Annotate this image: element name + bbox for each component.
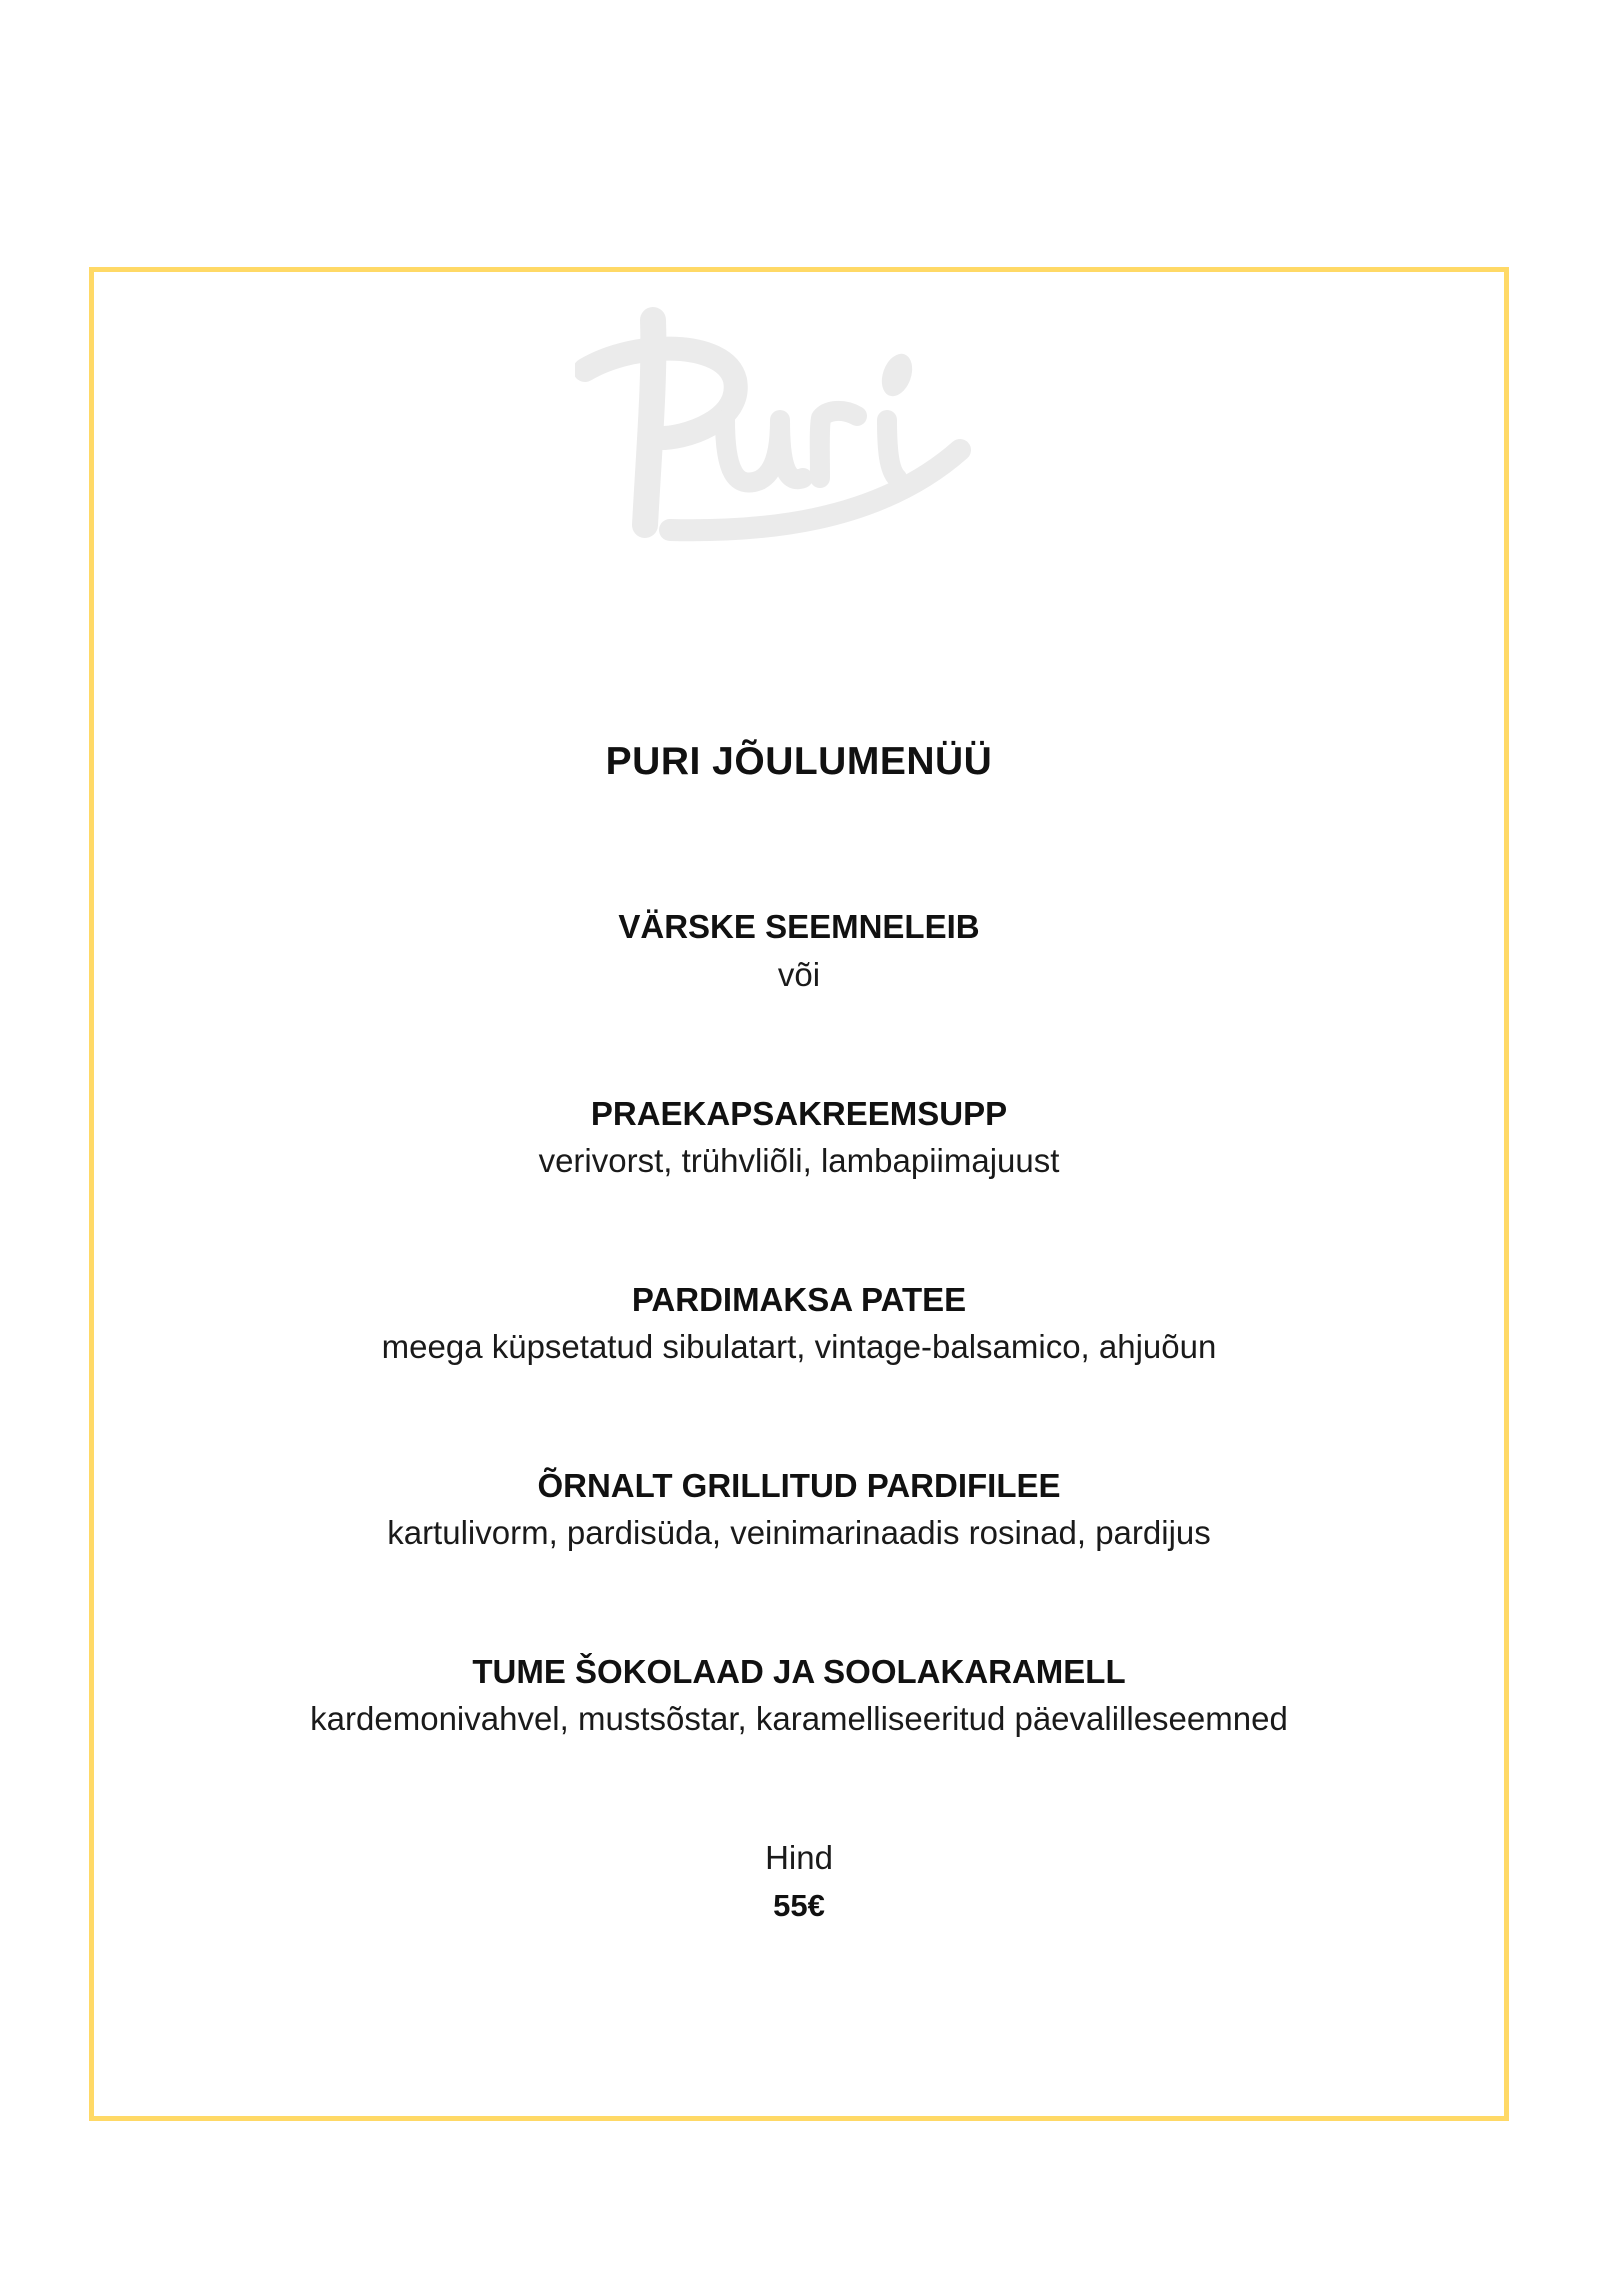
course-2-desc: verivorst, trühvliõli, lambapiimajuust — [538, 1142, 1060, 1179]
course-3-desc: meega küpsetatud sibulatart, vintage-balsamico, ahjuõun — [381, 1328, 1217, 1365]
menu-title: PURI JÕULUMENÜÜ — [605, 740, 993, 783]
course-1-name: VÄRSKE SEEMNELEIB — [618, 908, 980, 945]
course-5-name: TUME ŠOKOLAAD JA SOOLAKARAMELL — [472, 1653, 1126, 1690]
course-5-desc: kardemonivahvel, mustsõstar, karamelliseeritud päevalilleseemned — [310, 1700, 1288, 1737]
course-4-desc: kartulivorm, pardisüda, veinimarinaadis rosinad, pardijus — [387, 1514, 1211, 1551]
course-2-name: PRAEKAPSAKREEMSUPP — [590, 1095, 1008, 1132]
course-1-desc: või — [777, 956, 821, 993]
puri-logo — [575, 300, 975, 550]
course-4-name: ÕRNALT GRILLITUD PARDIFILEE — [537, 1467, 1061, 1504]
price-value: 55€ — [773, 1888, 825, 1923]
price-label: Hind — [765, 1839, 833, 1876]
course-3-name: PARDIMAKSA PATEE — [631, 1281, 967, 1318]
